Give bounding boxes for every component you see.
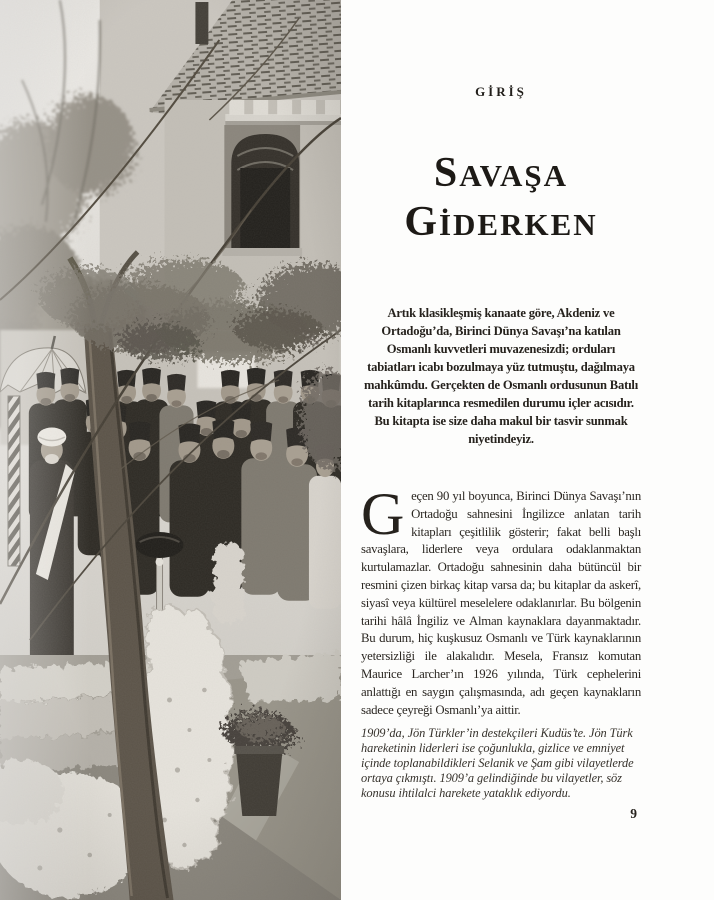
title-initial-1: S [433,150,460,196]
historical-photo [0,0,341,900]
lede-paragraph: Artık klasikleşmiş kanaate göre, Akdeniz ve Ortadoğu’da, Birinci Dünya Savaşı’na katılan Osmanlı kuvvetleri muvazenesizdi; orduları tabiatları icabı bozulmaya yüz tutmuştu, dağılmaya mahkûmdu. Gerçekten de Osmanlı ordusunun Batılı tarih kitaplarınca resmedilen durumu içler acısıdır. Bu kitapta ise size daha makul bir tasvir sunmak niyetindeyiz. [363,306,638,446]
title-rest-2: İDERKEN [438,207,598,242]
section-kicker: GİRİŞ [475,84,527,99]
body-paragraph [361,481,641,719]
title-initial-2: G [404,199,439,245]
drop-cap: G [361,481,405,547]
title-rest-1: AVAŞA [459,158,569,193]
page-number: 9 [630,806,637,822]
chapter-title-line1 [361,150,641,199]
left-light [0,0,90,900]
text-column [361,0,641,900]
chapter-title [361,150,641,248]
photo-caption: 1909’da, Jön Türkler’in destekçileri Kudüs’te. Jön Türk hareketinin liderleri ise çoğunlukla, gizlice ve emniyet içinde toplanabildikleri Selanik ve Şam gibi vilayetlerde ortaya çıkmıştı. 1909’a gelindiğinde bu vilayetler, söz konusu ihtilalci harekete yataklık ediyordu. [361,726,634,800]
chapter-title-line2 [361,199,641,248]
body-text: eçen 90 yıl boyunca, Birinci Dünya Savaşı’nın Ortadoğu sahnesini İngilizce anlatan tarih kitapları çeşitlilik gösterir; fakat belli başlı savaşlara, liderlere veya ordulara odaklanmaktan kurtulamazlar. Ortadoğu sahnesinin daha bütüncül bir resmini çizen birkaç kitap varsa da; bu kitaplar da askerî, siyasî veya kültürel meselelere odaklanırlar. Bu bölgenin tarihi hâlâ İngiliz ve Alman kaynaklara dayanmaktadır. Bu durum, hiç kuşkusuz Osmanlı ve Türk kaynaklarının yetersizliği ile alakalıdır. Mesela, Fransız komutan Maurice Larcher’ın 1926 yılında, Türk cephelerini anlattığı en saygın çalışmasında, adı geçen kaynakların sadece çeyreği Osmanlı’ya aittir. [361,489,641,717]
